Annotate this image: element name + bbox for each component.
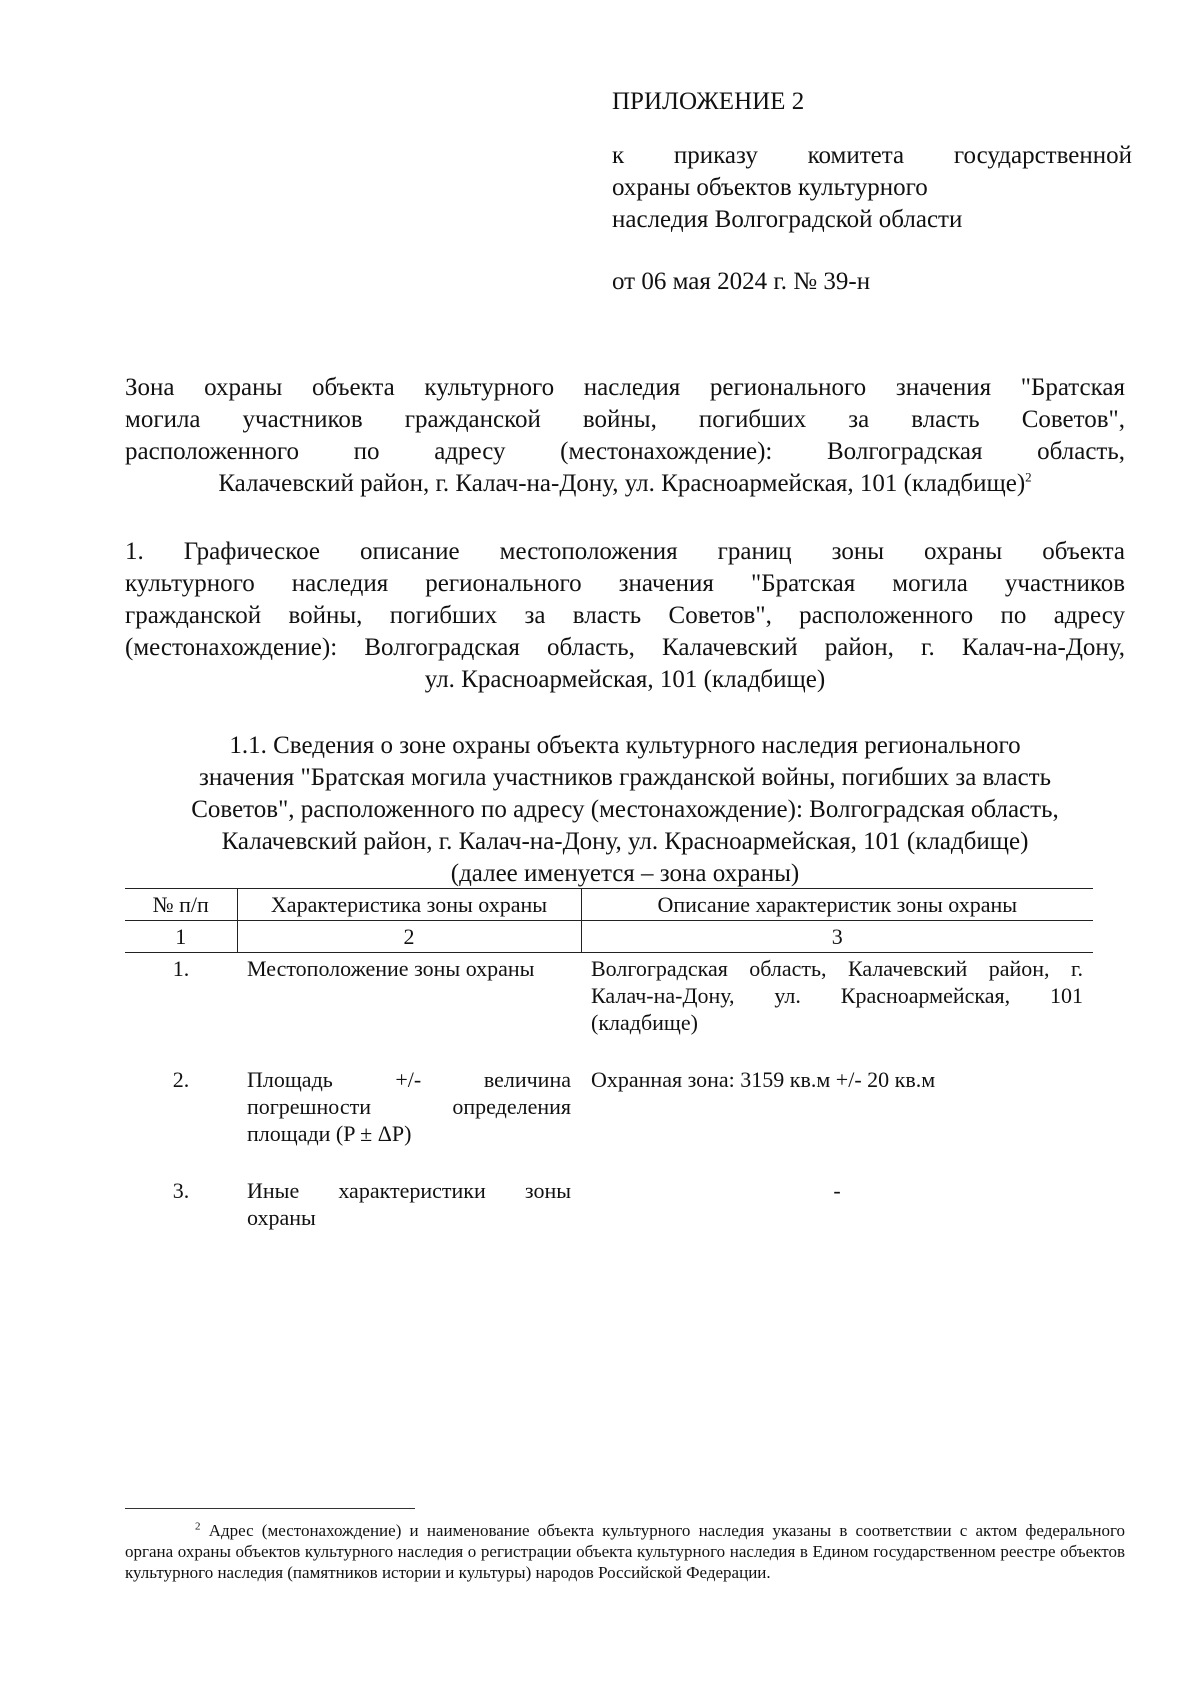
table-column-number: 3 <box>581 921 1093 953</box>
section-1-line-4: (местонахождение): Волгоградская область, Калачевский район, г. Калач-на-Дону, <box>125 634 1125 661</box>
heading-line-4 <box>125 468 1125 500</box>
appendix-order-line-3: наследия Волгоградской области <box>612 206 963 233</box>
table-header-num: № п/п <box>125 889 237 921</box>
table-spacer <box>125 1038 1093 1064</box>
row-number: 3. <box>172 1178 190 1203</box>
appendix-date: от 06 мая 2024 г. № 39-н <box>612 268 871 295</box>
section-1-1-line-5: (далее именуется – зона охраны) <box>450 860 800 887</box>
table-row <box>125 953 1093 1039</box>
row-description: Волгоградская область, Калачевский район, г. Калач-на-Дону, ул. Красноармейская, 101 (кладбище) <box>591 956 1083 1035</box>
row-description: - <box>833 1178 841 1203</box>
heading-line-3: расположенного по адресу (местонахождение): Волгоградская область, <box>125 438 1125 465</box>
table-spacer <box>125 1149 1093 1175</box>
table-row <box>125 1175 1093 1233</box>
section-1 <box>125 536 1125 696</box>
section-1-line-2: культурного наследия регионального значения "Братская могила участников <box>125 570 1125 597</box>
table-header-row <box>125 889 1093 921</box>
zone-heading <box>125 372 1125 500</box>
footnote-mark: 2 <box>195 1520 201 1533</box>
row-number: 1. <box>172 956 190 981</box>
section-1-1 <box>125 730 1125 890</box>
row-characteristic: Площадь +/- величина погрешности определения площади (P ± ΔP) <box>247 1067 571 1146</box>
zone-table <box>125 888 1093 1233</box>
footnote-divider <box>125 1508 415 1509</box>
section-1-line-3: гражданской войны, погибших за власть Советов", расположенного по адресу <box>125 602 1125 629</box>
section-1-1-line-1: 1.1. Сведения о зоне охраны объекта культурного наследия регионального <box>229 732 1021 759</box>
section-1-1-line-4: Калачевский район, г. Калач-на-Дону, ул. Красноармейская, 101 (кладбище) <box>221 828 1029 855</box>
row-number: 2. <box>172 1067 190 1092</box>
footnote-text: Адрес (местонахождение) и наименование объекта культурного наследия указаны в соответствии с актом федерального органа охраны объектов культурного наследия о регистрации объекта культурного наследия в Едином государственном реестре объектов культурного наследия (памятников истории и культуры) народов Российской Федерации. <box>125 1521 1125 1582</box>
section-1-line-1: 1. Графическое описание местоположения границ зоны охраны объекта <box>125 538 1125 565</box>
table-column-number-row <box>125 921 1093 953</box>
appendix-block <box>612 86 1132 298</box>
section-1-line-5: ул. Красноармейская, 101 (кладбище) <box>424 666 826 693</box>
heading-line-4-text: Калачевский район, г. Калач-на-Дону, ул. Красноармейская, 101 (кладбище) <box>218 470 1026 497</box>
heading-footnote-mark[interactable]: 2 <box>1025 469 1032 485</box>
row-characteristic: Местоположение зоны охраны <box>247 956 535 981</box>
row-characteristic: Иные характеристики зоны охраны <box>247 1178 571 1230</box>
table-column-number: 2 <box>237 921 581 953</box>
appendix-order-line-2: охраны объектов культурного <box>612 174 928 201</box>
table-column-number: 1 <box>125 921 237 953</box>
heading-line-1: Зона охраны объекта культурного наследия регионального значения "Братская <box>125 374 1125 401</box>
section-1-1-line-2: значения "Братская могила участников гражданской войны, погибших за власть <box>198 764 1052 791</box>
table-row <box>125 1064 1093 1149</box>
row-description: Охранная зона: 3159 кв.м +/- 20 кв.м <box>591 1067 936 1092</box>
table-header-characteristic: Характеристика зоны охраны <box>237 889 581 921</box>
appendix-order-line-1: к приказу комитета государственной <box>612 142 1132 169</box>
footnote <box>125 1520 1125 1583</box>
appendix-title: ПРИЛОЖЕНИЕ 2 <box>612 88 805 115</box>
section-1-1-line-3: Советов", расположенного по адресу (местонахождение): Волгоградская область, <box>191 796 1059 823</box>
table-header-description: Описание характеристик зоны охраны <box>581 889 1093 921</box>
heading-line-2: могила участников гражданской войны, погибших за власть Советов", <box>125 406 1125 433</box>
